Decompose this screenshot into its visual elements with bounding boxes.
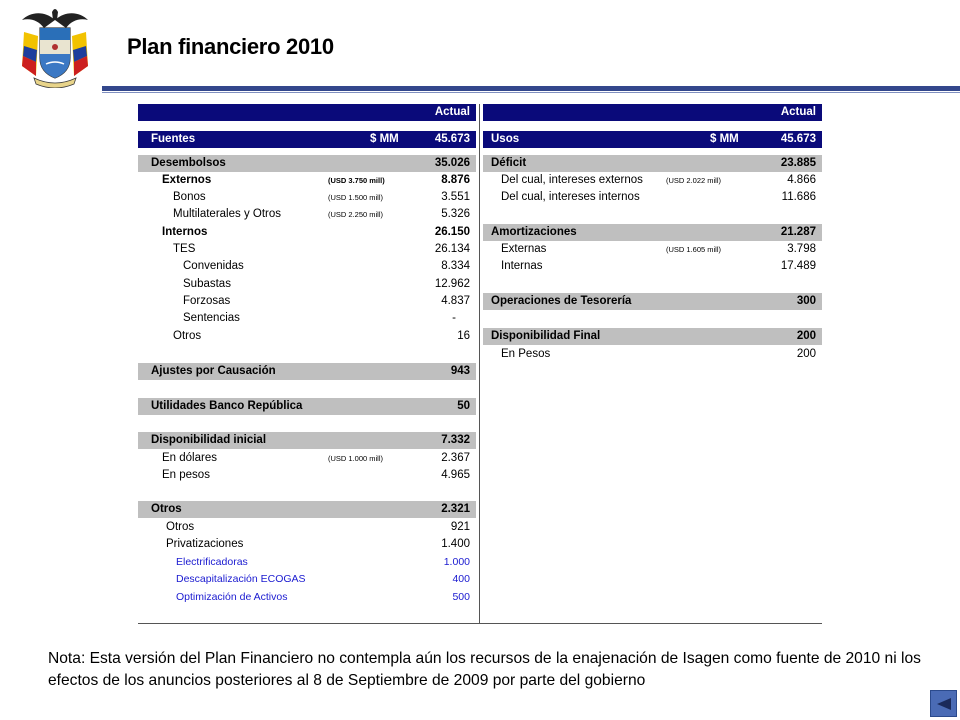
table-row: Disponibilidad inicial 7.332 [138,432,476,449]
table-row: Electrificadoras 1.000 [176,556,470,568]
table-row: En pesos 4.965 [162,469,470,481]
header-divider [102,86,960,91]
uses-label: Usos [491,133,520,145]
table-row: Optimización de Activos 500 [176,591,470,603]
table-row: Convenidas 8.334 [183,260,470,272]
table-row: Bonos (USD 1.500 mill) 3.551 [173,191,470,203]
table-row: Operaciones de Tesorería 300 [483,293,822,310]
footnote: Nota: Esta versión del Plan Financiero no contempla aún los recursos de la enajenación de Isagen como fuente de 2010 ni los efectos de los anuncios posteriores al 8 de Septiembre de 2009 por parte del gobierno [48,650,921,689]
table-row: Otros 921 [166,521,470,533]
table-row: Otros 2.321 [138,501,476,518]
table-row: Descapitalización ECOGAS 400 [176,573,470,585]
table-row: Desembolsos 35.026 [138,155,476,172]
header-divider-thin [102,92,960,93]
table-row: Disponibilidad Final 200 [483,328,822,345]
actual-header-row [138,104,476,121]
table-row: Privatizaciones 1.400 [166,538,470,550]
table-row: En Pesos 200 [501,348,816,360]
arrow-left-icon [936,697,952,711]
previous-slide-button[interactable] [930,690,957,717]
unit-label: $ MM [710,133,739,145]
actual-label: Actual [434,106,470,118]
table-row: Del cual, intereses internos 11.686 [501,191,816,203]
sources-label: Fuentes [151,133,196,145]
table-row: Internas 17.489 [501,260,816,272]
table-row: Otros 16 [173,330,470,342]
sources-total: 45.673 [434,133,470,145]
table-row: Déficit 23.885 [483,155,822,172]
sources-header-row [138,131,476,148]
unit-label: $ MM [370,133,399,145]
table-row: Subastas 12.962 [183,278,470,290]
table-row: Sentencias - [183,312,456,324]
table-bottom-line [138,623,822,624]
table-row: Externas (USD 1.605 mill) 3.798 [501,243,816,255]
table-row: Utilidades Banco República 50 [138,398,476,415]
table-row: Forzosas 4.837 [183,295,470,307]
table-row: Del cual, intereses externos (USD 2.022 mill) 4.866 [501,174,816,186]
uses-total: 45.673 [780,133,816,145]
table-row: Internos 26.150 [162,226,470,238]
table-row: Amortizaciones 21.287 [483,224,822,241]
coat-of-arms-logo [16,6,94,88]
page-title: Plan financiero 2010 [127,34,334,59]
uses-header-row [483,131,822,148]
table-row: TES 26.134 [173,243,470,255]
table-row: Ajustes por Causación 943 [138,363,476,380]
table-row: Multilaterales y Otros (USD 2.250 mill) 5.326 [173,208,470,220]
table-row: Externos (USD 3.750 mill) 8.876 [162,174,470,186]
column-divider [479,104,480,624]
financial-plan-table [138,104,822,624]
table-row: En dólares (USD 1.000 mill) 2.367 [162,452,470,464]
actual-label: Actual [780,106,816,118]
actual-header-row [483,104,822,121]
